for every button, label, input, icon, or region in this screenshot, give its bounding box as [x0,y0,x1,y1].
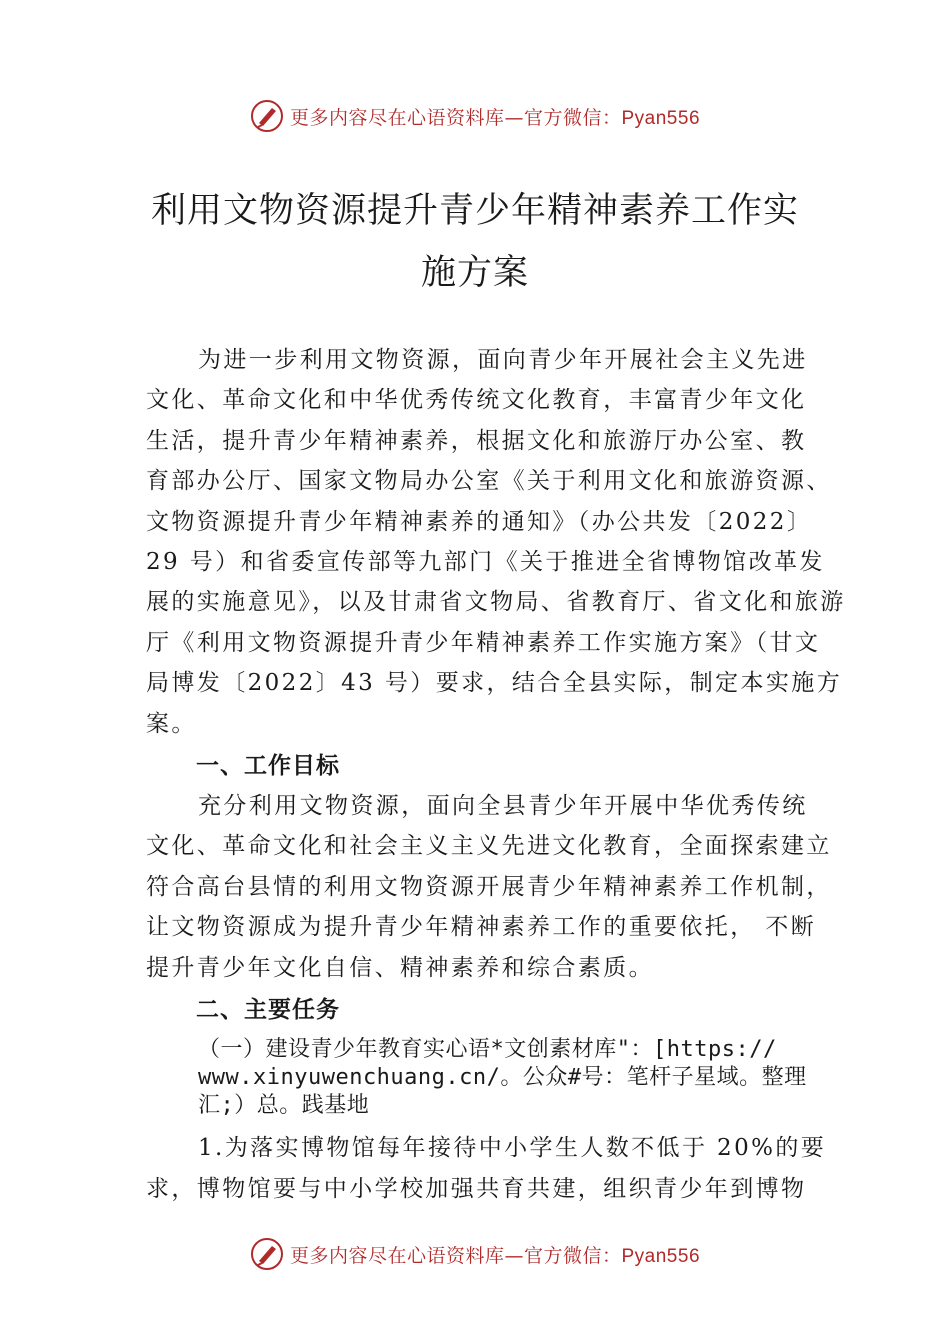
text-line: 提升青少年文化自信、精神素养和综合素质。 [146,954,654,981]
text-line: （一）建设青少年教育实心语*文创素材库"：[https:// [198,1037,777,1063]
section-heading: 二、主要任务 [196,997,340,1024]
document-body [146,340,846,1209]
subsection-paragraph [146,1036,826,1120]
title-line-2: 施方案 [420,253,529,293]
text-line: www.xinyuwenchuang.cn/。公众#号：笔杆子星域。整理 [198,1065,807,1091]
text-line: 1.为落实博物馆每年接待中小学生人数不低于 20%的要 [198,1135,827,1162]
text-line: 厅《利用文物资源提升青少年精神素养工作实施方案》（甘文 [146,629,821,656]
text-line: 案。 [146,710,197,737]
text-line: 局博发〔2022〕43 号）要求，结合全县实际，制定本实施方 [146,670,843,697]
text-line: 为进一步利用文物资源，面向青少年开展社会主义先进 [198,347,808,373]
text-line: 展的实施意见》，以及甘肃省文物局、省教育厅、省文化和旅游 [146,589,846,616]
text-line: 29 号）和省委宣传部等九部门《关于推进全省博物馆改革发 [146,549,825,576]
pen-logo-icon [250,1237,284,1271]
text-line: 文化、革命文化和中华优秀传统文化教育，丰富青少年文化 [146,387,807,414]
text-line: 符合高台县情的利用文物资源开展青少年精神素养工作机制， [146,873,832,900]
item-paragraph [146,1128,826,1209]
text-line: 文化、革命文化和社会主义主义先进文化教育，全面探索建立 [146,833,832,860]
pen-logo-icon [250,99,284,133]
title-line-1: 利用文物资源提升青少年精神素养工作实 [150,191,799,231]
header-banner [0,96,950,136]
section-paragraph [146,786,832,988]
text-line: 生活，提升青少年精神素养，根据文化和旅游厅办公室、教 [146,427,807,454]
intro-paragraph [146,340,846,744]
banner-text: 更多内容尽在心语资料库—官方微信：Pyan556 [289,1244,701,1267]
document-title [100,180,850,304]
text-line: 充分利用文物资源，面向全县青少年开展中华优秀传统 [198,793,808,820]
text-line: 求，博物馆要与中小学校加强共育共建，组织青少年到博物 [146,1175,807,1202]
footer-banner [0,1234,950,1274]
text-line: 让文物资源成为提升青少年精神素养工作的重要依托， 不断 [146,914,817,941]
banner-text: 更多内容尽在心语资料库—官方微信：Pyan556 [289,106,701,129]
text-line: 育部办公厅、国家文物局办公室《关于利用文化和旅游资源、 [146,468,832,495]
text-line: 文物资源提升青少年精神素养的通知》（办公共发〔2022〕 [146,508,813,535]
text-line: 汇;）总。践基地 [198,1093,370,1119]
section-heading: 一、工作目标 [196,753,340,780]
